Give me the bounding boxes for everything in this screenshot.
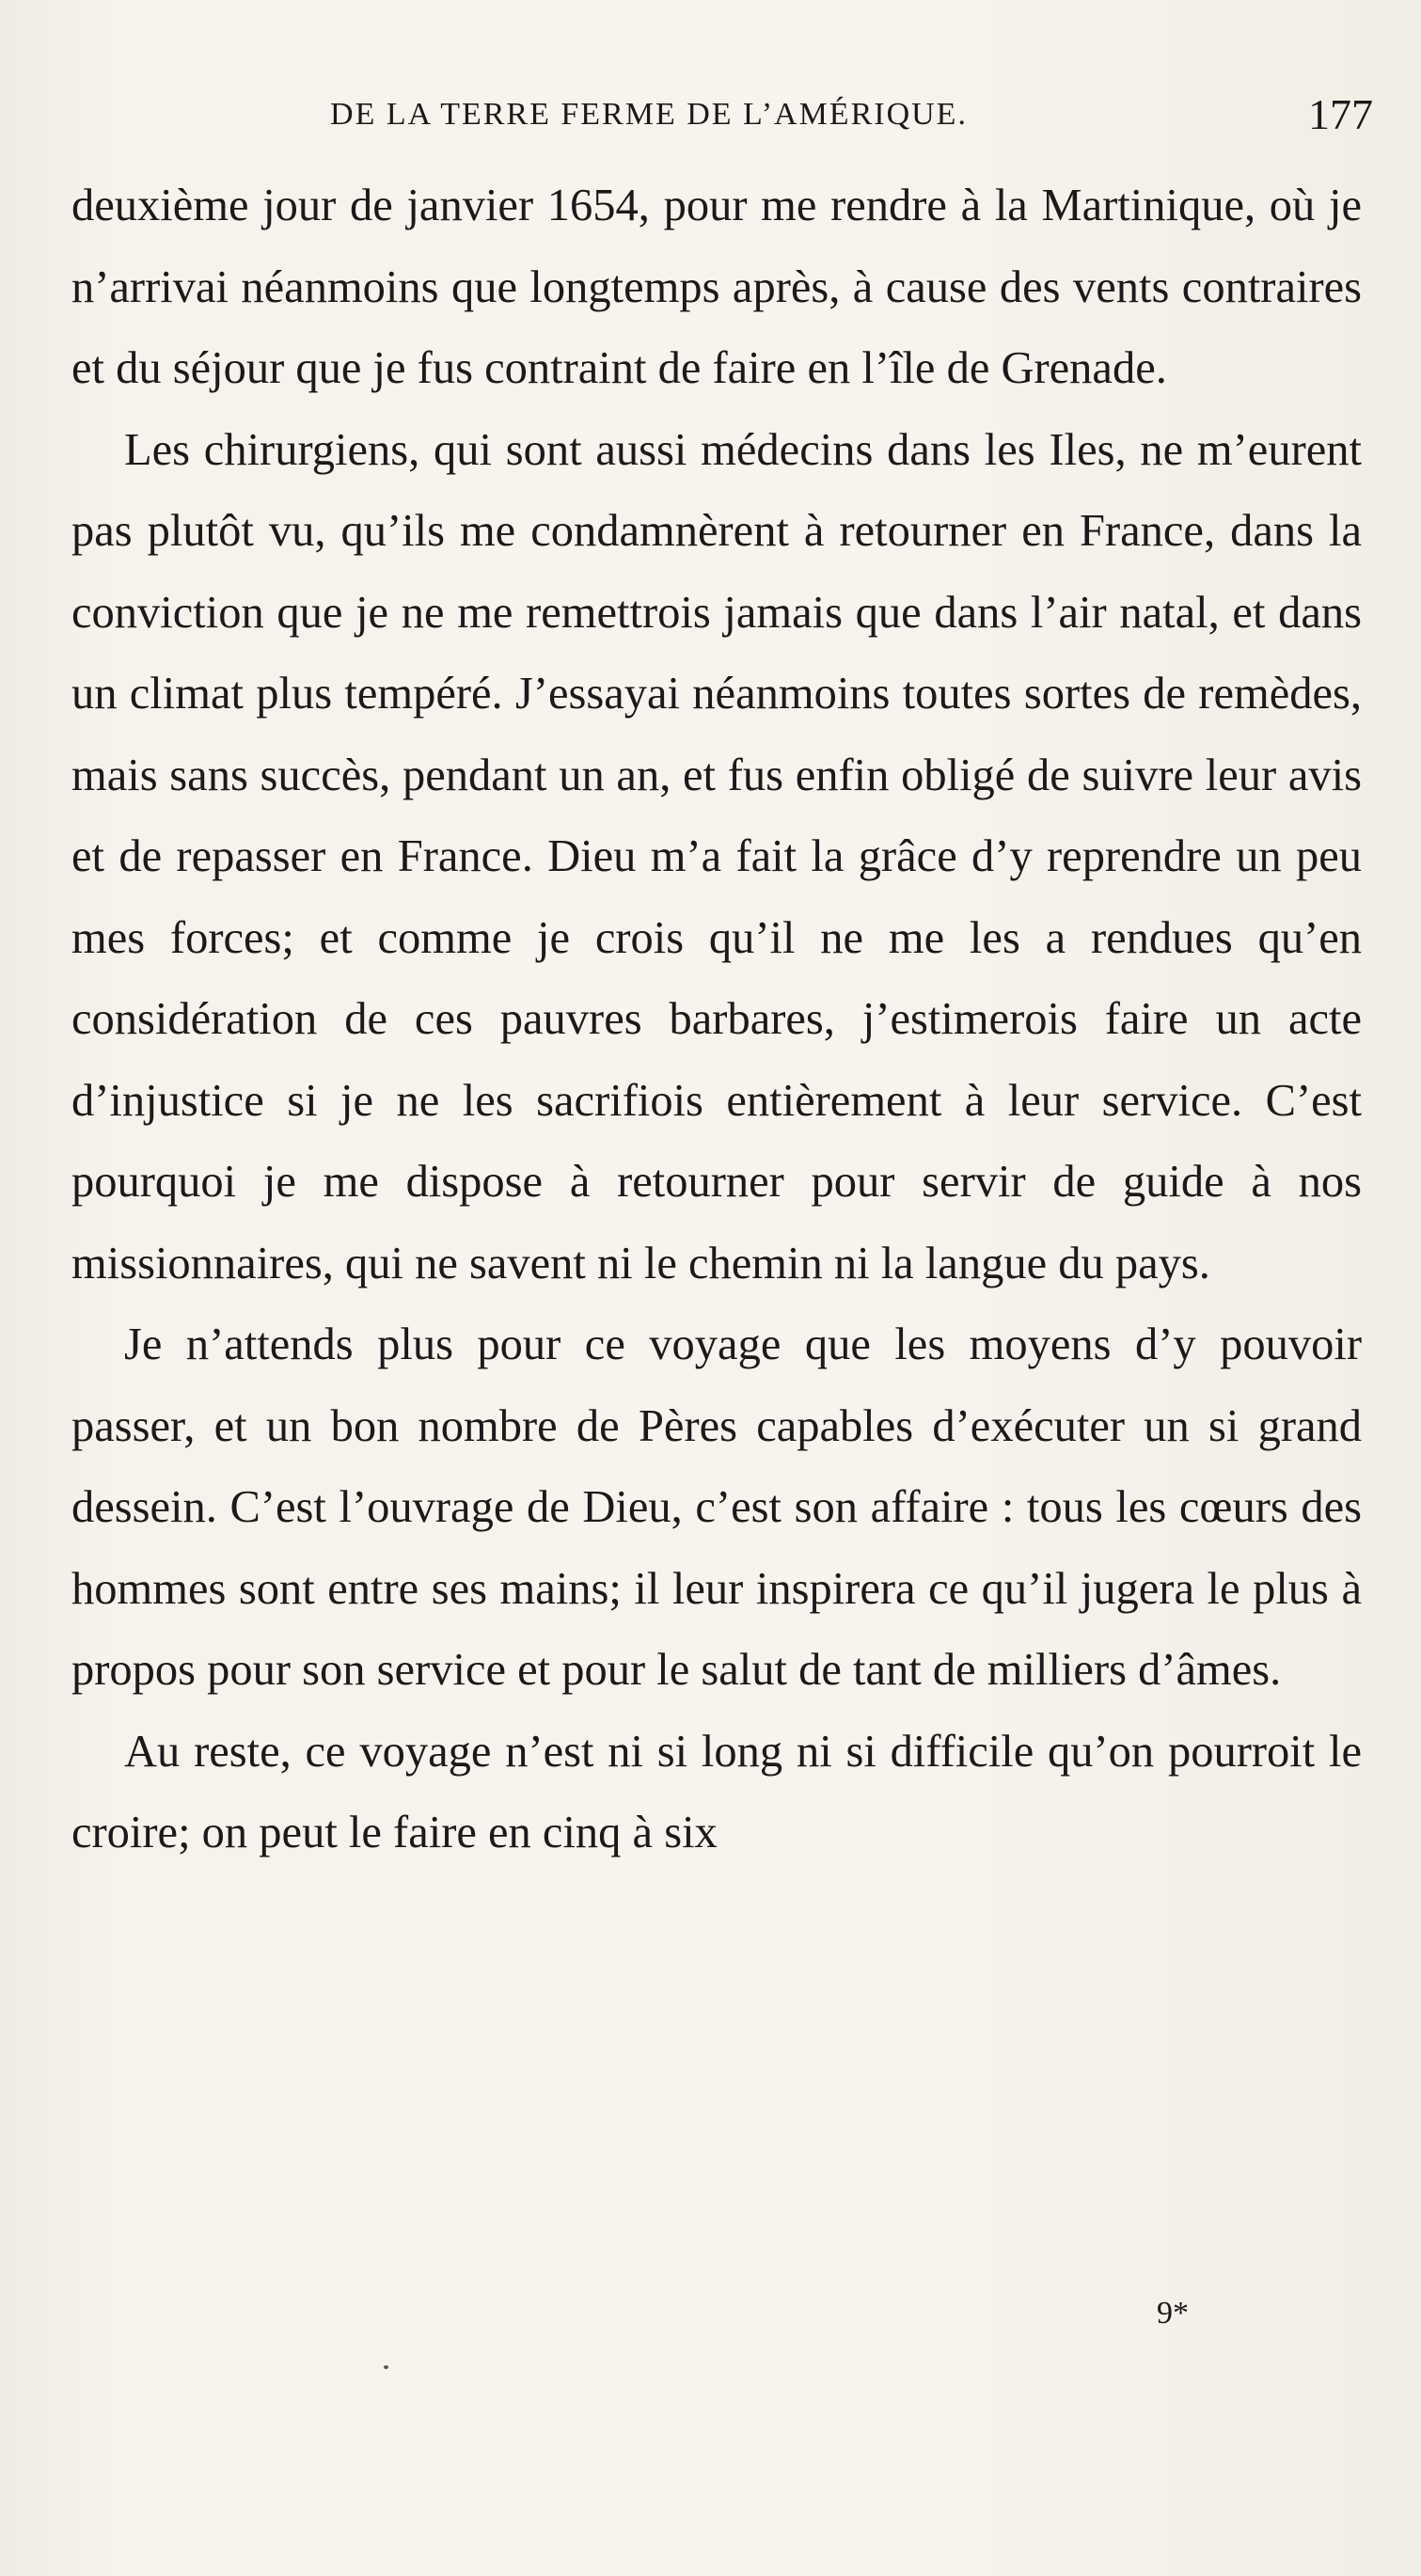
- running-head: [66, 87, 1373, 143]
- paragraph-continued: deuxième jour de janvier 1654, pour me rendre à la Martinique, où je n’arrivai néanmoins que longtemps après, à cause des vents contraires et du séjour que je fus contraint de faire en l’île de Grenade.: [71, 181, 1362, 393]
- paragraph-voyage: Je n’attends plus pour ce voyage que les moyens d’y pouvoir passer, et un bon nombre de Pères capables d’exécuter un si grand dessein. C’est l’ouvrage de Dieu, c’est son affaire : tous les cœurs des hommes sont entre ses mains; il leur inspirera ce qu’il jugera le plus à propos pour son service et pour le salut de tant de milliers d’âmes.: [71, 1320, 1362, 1695]
- ink-speck: [384, 2365, 388, 2369]
- text-block: [71, 166, 1362, 1874]
- paragraph-chirurgiens: Les chirurgiens, qui sont aussi médecins dans les Iles, ne m’eurent pas plutôt vu, qu’ils me condamnèrent à retourner en France, dans la conviction que je ne me remettrois jamais que dans l’air natal, et dans un climat plus tempéré. J’essayai néanmoins toutes sortes de remèdes, mais sans succès, pendant un an, et fus enfin obligé de suivre leur avis et de repasser en France. Dieu m’a fait la grâce d’y reprendre un peu mes forces; et comme je crois qu’il ne me les a rendues qu’en considération de ces pauvres barbares, j’estimerois faire un acte d’injustice si je ne les sacrifiois entièrement à leur service. C’est pourquoi je me dispose à retourner pour servir de guide à nos missionnaires, qui ne savent ni le chemin ni la langue du pays.: [71, 424, 1362, 1288]
- running-title: DE LA TERRE FERME DE L’AMÉRIQUE.: [330, 97, 968, 132]
- page-number: 177: [1308, 90, 1373, 138]
- signature-mark: 9*: [1157, 2296, 1189, 2331]
- paragraph-au-reste: Au reste, ce voyage n’est ni si long ni si difficile qu’on pourroit le croire; on peut le faire en cinq à six: [71, 1726, 1362, 1857]
